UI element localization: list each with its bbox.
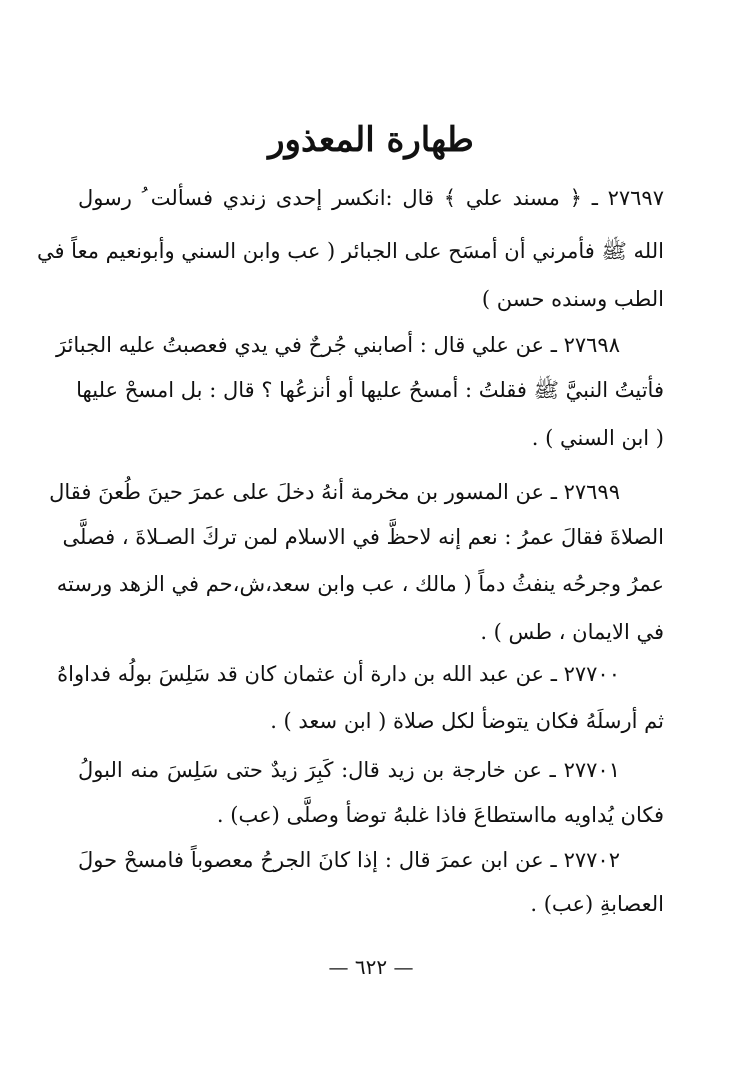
hadith-27702-line-2: العصابةِ (عب) .: [530, 892, 664, 916]
hadith-27700-line-2: ثم أرسلَهُ فكان يتوضأ لكل صلاة ( ابن سعد ) .: [270, 709, 664, 733]
hadith-27701-line-1: ٢٧٧٠١ ـ عن خارجة بن زيد قال: كَبِرَ زيدٌ حتى سَلِسَ منه البولُ: [78, 758, 620, 782]
page-number: — ٦٢٢ —: [328, 955, 414, 979]
hadith-27702-line-1: ٢٧٧٠٢ ـ عن ابن عمرَ قال : إذا كانَ الجرحُ معصوباً فامسحْ حولَ: [78, 848, 620, 872]
hadith-27697-line-3: الطب وسنده حسن ): [481, 287, 664, 311]
hadith-27699-line-4: في الايمان ، طس ) .: [480, 620, 664, 644]
hadith-27698-line-1: ٢٧٦٩٨ ـ عن علي قال : أصابني جُرحٌ في يدي فعصبتُ عليه الجبائرَ: [55, 333, 620, 357]
hadith-27701-line-2: فكان يُداويه مااستطاعَ فاذا غلبهُ توضأ وصلَّى (عب) .: [216, 803, 664, 827]
hadith-27697-line-1: ٢٧٦٩٧ ـ ﴿ مسند علي ﴾ قال :انكسر إحدى زندي فسألت ُ رسول: [78, 186, 664, 210]
hadith-27699-line-1: ٢٧٦٩٩ ـ عن المسور بن مخرمة أنهُ دخلَ على عمرَ حينَ طُعنَ فقال: [49, 480, 620, 504]
hadith-27698-line-3: ( ابن السني ) .: [531, 426, 664, 450]
hadith-27700-line-1: ٢٧٧٠٠ ـ عن عبد الله بن دارة أن عثمان كان قد سَلِسَ بولُه فداواهُ: [57, 662, 620, 686]
hadith-27698-line-2: فأتيتُ النبيَّ ﷺ فقلتُ : أمسحُ عليها أو أنزعُها ؟ قال : بل امسحْ عليها: [76, 378, 664, 402]
chapter-title: طهارة المعذور: [268, 120, 474, 160]
hadith-27699-line-3: عمرُ وجرحُه ينفثُ دماً ( مالك ، عب وابن سعد،ش،حم في الزهد ورسته: [56, 572, 664, 596]
hadith-27697-line-2: الله ﷺ فأمرني أن أمسَح على الجبائر ( عب وابن السني وأبونعيم معاً في: [36, 239, 664, 263]
hadith-27699-line-2: الصلاةَ فقالَ عمرُ : نعم إنه لاحظَّ في الاسلام لمن تركَ الصـلاةَ ، فصلَّى: [62, 525, 664, 549]
